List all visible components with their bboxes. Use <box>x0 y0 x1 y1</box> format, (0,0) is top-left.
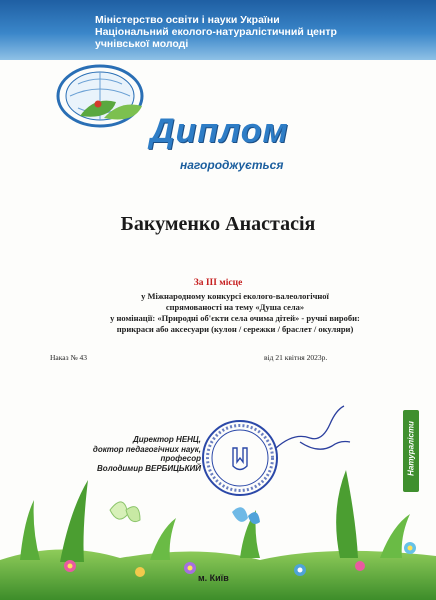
award-line-contest: у Міжнародному конкурсі еколого-валеологічної <box>141 291 329 301</box>
signatory-degree: доктор педагогічних наук, <box>92 444 201 454</box>
award-line-nomination: у номінації: «Природні об'єкти села очима дітей» - ручні вироби: <box>110 313 360 323</box>
order-date: від 21 квітня 2023р. <box>264 353 328 362</box>
signatory-title: професор <box>160 454 201 463</box>
header-line-youth: учнівської молоді <box>95 38 189 50</box>
city-label: м. Київ <box>198 573 229 583</box>
diploma-subtitle: нагороджується <box>180 158 284 172</box>
center-logo-icon <box>50 62 160 132</box>
signatory-name: Володимир ВЕРБИЦЬКИЙ <box>97 463 201 473</box>
naturalists-logo-text: Натуралісти <box>406 421 416 476</box>
diploma-title: Диплом <box>150 112 289 150</box>
award-line-category: прикраси або аксесуари (кулон / сережки / браслет / окуляри) <box>116 324 354 334</box>
header-line-ministry: Міністерство освіти і науки України <box>95 14 280 26</box>
order-number: Наказ № 43 <box>50 353 87 362</box>
award-line-theme: спрямованості на тему «Душа села» <box>165 302 305 312</box>
award-place: За ІІІ місце <box>193 278 243 288</box>
recipient-name: Бакуменко Анастасія <box>120 213 316 235</box>
signatory-position: Директор НЕНЦ, <box>132 435 201 444</box>
award-description <box>100 291 370 335</box>
header-institution <box>95 14 425 50</box>
header-line-center: Національний еколого-натуралістичний центр <box>95 26 337 38</box>
